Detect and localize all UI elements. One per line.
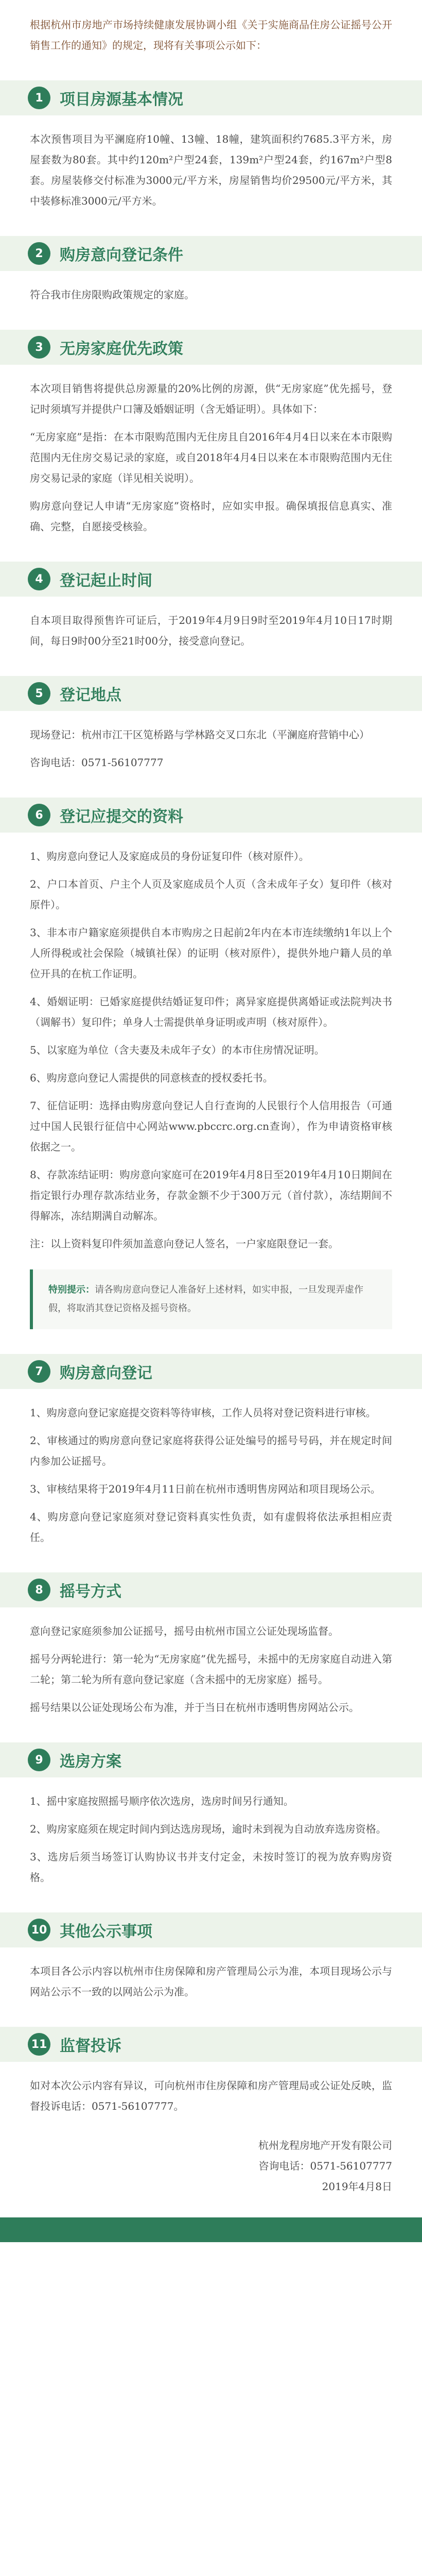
section-title: 选房方案 <box>60 1753 121 1771</box>
section-paragraph: 3、审核结果将于2019年4月11日前在杭州市透明售房网站和项目现场公示。 <box>30 1483 381 1495</box>
section-header <box>0 1742 422 1777</box>
section-paragraph: 意向登记家庭须参加公证摇号，摇号由杭州市国立公证处现场监督。 <box>30 1625 339 1637</box>
section-paragraph: 本次预售项目为平澜庭府10幢、13幢、18幢，建筑面积约7685.3平方米，房屋套数为80套。其中约120m²户型24套，139m²户型24套，约167m²户型8套。房屋装修交付标准为3000元/平方米，房屋销售均价29500元/平方米，其中装修标准3000元/平方米。 <box>30 133 392 207</box>
section-header <box>0 562 422 597</box>
notice-text: 请各购房意向登记人准备好上述材料，如实申报，一旦发现弄虚作假，将取消其登记资格及摇号资格。 <box>48 1284 363 1314</box>
section-body <box>30 284 392 305</box>
section-number-badge: 5 <box>28 682 50 705</box>
section <box>0 1912 422 2002</box>
section-header <box>0 1572 422 1607</box>
section-number-badge: 6 <box>28 804 50 826</box>
section-header <box>0 330 422 365</box>
section-body <box>30 1791 392 1888</box>
section-paragraph: 6、购房意向登记人需提供的同意核查的授权委托书。 <box>30 1072 273 1084</box>
section-title: 监督投诉 <box>60 2037 121 2055</box>
section <box>0 330 422 537</box>
section-body <box>30 129 392 211</box>
section-paragraph: 1、购房意向登记家庭提交资料等待审核，工作人员将对登记资料进行审核。 <box>30 1406 376 1419</box>
section-body <box>30 1961 392 2002</box>
section <box>0 798 422 1329</box>
section-title: 无房家庭优先政策 <box>60 340 183 358</box>
section-header <box>0 2027 422 2062</box>
section <box>0 1742 422 1888</box>
sections-container <box>0 80 422 2116</box>
section-paragraph: 4、婚姻证明：已婚家庭提供结婚证复印件；离异家庭提供离婚证或法院判决书（调解书）复印件；单身人士需提供单身证明或声明（核对原件）。 <box>30 995 392 1028</box>
section-title: 登记起止时间 <box>60 572 152 590</box>
section-paragraph: 4、购房意向登记家庭须对登记资料真实性负责，如有虚假将依法承担相应责任。 <box>30 1511 392 1544</box>
section-title: 购房意向登记条件 <box>60 246 183 264</box>
section-header <box>0 236 422 271</box>
section-paragraph: 本次项目销售将提供总房源量的20%比例的房源，供“无房家庭”优先摇号，登记时须填写并提供户口簿及婚姻证明（含无婚证明）。具体如下： <box>30 382 392 415</box>
signature-block <box>30 2135 392 2197</box>
section-paragraph: 摇号结果以公证处现场公布为准，并于当日在杭州市透明售房网站公示。 <box>30 1701 359 1714</box>
section-header <box>0 676 422 711</box>
section-header <box>0 1354 422 1389</box>
company-phone: 咨询电话：0571-56107777 <box>258 2160 392 2172</box>
section-header <box>0 1912 422 1947</box>
section-number-badge: 3 <box>28 336 50 359</box>
section-paragraph: 1、购房意向登记人及家庭成员的身份证复印件（核对原件）。 <box>30 850 309 862</box>
section-paragraph: “无房家庭”是指：在本市限购范围内无住房且自2016年4月4日以来在本市限购范围内无住房交易记录的家庭，或自2018年4月4日以来在本市限购范围内无住房交易记录的家庭（详见相关说明）。 <box>30 431 392 484</box>
section-paragraph: 2、购房家庭须在规定时间内到达选房现场，逾时未到视为自动放弃选房资格。 <box>30 1823 386 1835</box>
section-body <box>30 1621 392 1718</box>
section-paragraph: 摇号分两轮进行：第一轮为“无房家庭”优先摇号，未摇中的无房家庭自动进入第二轮；第二轮为所有意向登记家庭（含未摇中的无房家庭）摇号。 <box>30 1653 392 1686</box>
section-paragraph: 注：以上资料复印件须加盖意向登记人签名，一户家庭限登记一套。 <box>30 1238 339 1250</box>
sign-date: 2019年4月8日 <box>322 2180 392 2193</box>
section-paragraph: 购房意向登记人申请“无房家庭”资格时，应如实申报。确保填报信息真实、准确、完整，自愿接受核验。 <box>30 500 392 533</box>
intro-paragraph: 根据杭州市房地产市场持续健康发展协调小组《关于实施商品住房公证摇号公开销售工作的通知》的规定，现将有关事项公示如下： <box>30 19 392 52</box>
section-paragraph: 咨询电话：0571-56107777 <box>30 756 164 769</box>
section-title: 项目房源基本情况 <box>60 91 183 109</box>
section-body <box>30 378 392 537</box>
section-number-badge: 4 <box>28 568 50 590</box>
section-number-badge: 10 <box>28 1919 50 1941</box>
section-number-badge: 1 <box>28 87 50 109</box>
section-body <box>30 1402 392 1548</box>
section-number-badge: 11 <box>28 2033 50 2056</box>
section-paragraph: 5、以家庭为单位（含夫妻及未成年子女）的本市住房情况证明。 <box>30 1044 325 1056</box>
section-paragraph: 现场登记：杭州市江干区笕桥路与学林路交叉口东北（平澜庭府营销中心） <box>30 728 370 741</box>
section-title: 摇号方式 <box>60 1583 121 1601</box>
section-body <box>30 846 392 1254</box>
section <box>0 236 422 305</box>
footer-bar <box>0 2217 422 2242</box>
section-paragraph: 7、征信证明：选择由购房意向登记人自行查询的人民银行个人信用报告（可通过中国人民银行征信中心网站www.pbccrc.org.cn查询），作为申请资格审核依据之一。 <box>30 1099 392 1153</box>
section-title: 登记地点 <box>60 686 121 704</box>
section <box>0 562 422 651</box>
section-paragraph: 3、非本市户籍家庭须提供自本市购房之日起前2年内在本市连续缴纳1年以上个人所得税或社会保险（城镇社保）的证明（核对原件），提供外地户籍人员的单位开具的在杭工作证明。 <box>30 926 392 980</box>
section <box>0 1572 422 1718</box>
section-paragraph: 1、摇中家庭按照摇号顺序依次选房，选房时间另行通知。 <box>30 1795 294 1807</box>
section-paragraph: 2、户口本首页、户主个人页及家庭成员个人页（含未成年子女）复印件（核对原件）。 <box>30 878 392 911</box>
section-paragraph: 自本项目取得预售许可证后，于2019年4月9日9时至2019年4月10日17时期间，每日9时00分至21时00分，接受意向登记。 <box>30 614 392 647</box>
section-paragraph: 3、选房后须当场签订认购协议书并支付定金，未按时签订的视为放弃购房资格。 <box>30 1851 392 1884</box>
section <box>0 2027 422 2116</box>
section-paragraph: 8、存款冻结证明：购房意向家庭可在2019年4月8日至2019年4月10日期间在指定银行办理存款冻结业务，存款金额不少于300万元（首付款），冻结期间不得解冻，冻结期满自动解冻。 <box>30 1168 392 1222</box>
section <box>0 676 422 773</box>
section-header <box>0 798 422 833</box>
section-body <box>30 2075 392 2116</box>
notice-title: 特别提示： <box>48 1284 95 1295</box>
section <box>0 1354 422 1548</box>
section-header <box>0 80 422 115</box>
section-title: 登记应提交的资料 <box>60 808 183 826</box>
section-number-badge: 8 <box>28 1579 50 1601</box>
section-paragraph: 符合我市住房限购政策规定的家庭。 <box>30 289 195 301</box>
section <box>0 80 422 211</box>
section-body <box>30 724 392 773</box>
section-number-badge: 7 <box>28 1360 50 1383</box>
section-number-badge: 2 <box>28 242 50 265</box>
section-paragraph: 如对本次公示内容有异议，可向杭州市住房保障和房产管理局或公证处反映，监督投诉电话：0571-56107777。 <box>30 2079 392 2112</box>
section-title: 购房意向登记 <box>60 1364 152 1382</box>
company-name: 杭州龙程房地产开发有限公司 <box>258 2139 392 2151</box>
section-paragraph: 2、审核通过的购房意向登记家庭将获得公证处编号的摇号号码，并在规定时间内参加公证摇号。 <box>30 1434 392 1467</box>
section-number-badge: 9 <box>28 1749 50 1771</box>
section-paragraph: 本项目各公示内容以杭州市住房保障和房产管理局公示为准，本项目现场公示与网站公示不一致的以网站公示为准。 <box>30 1965 392 1998</box>
notice-box <box>30 1269 392 1329</box>
section-body <box>30 610 392 651</box>
section-title: 其他公示事项 <box>60 1923 152 1941</box>
